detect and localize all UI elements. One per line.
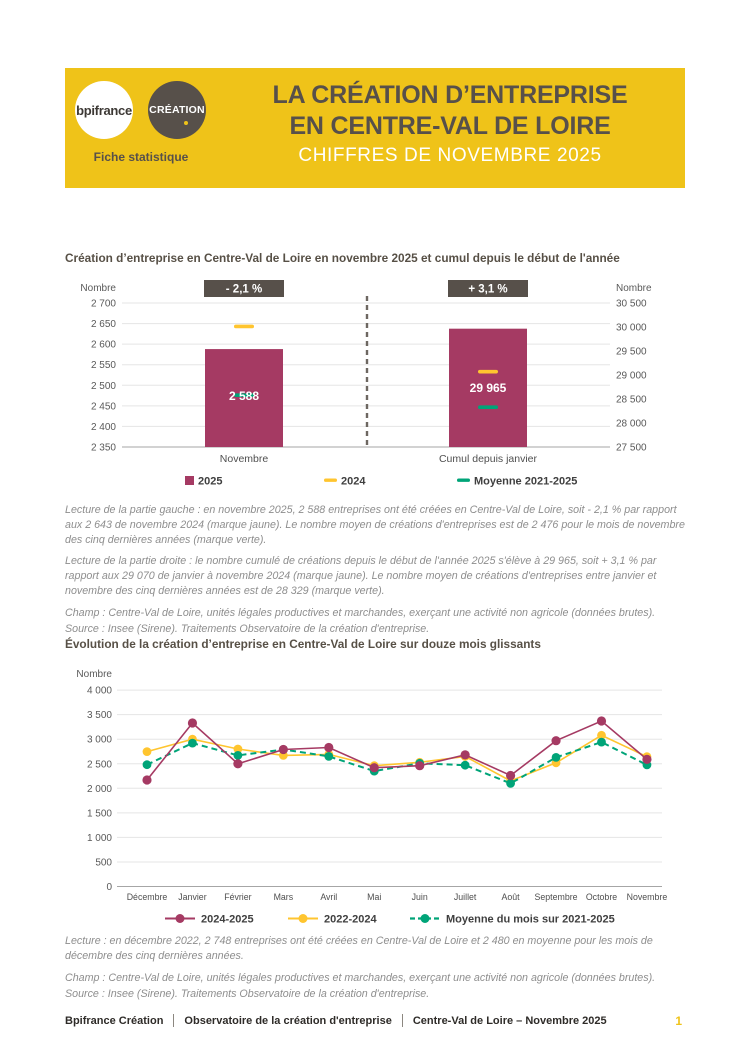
left-axis-tick: 2 400 <box>90 421 116 433</box>
header-subtitle: CHIFFRES DE NOVEMBRE 2025 <box>298 145 602 166</box>
right-axis-tick: 29 000 <box>616 370 647 382</box>
data-point <box>597 738 606 747</box>
legend-swatch-moyenne <box>457 479 470 482</box>
month-label: Septembre <box>534 892 578 902</box>
legend-dot-0 <box>176 914 185 923</box>
mark-2024 <box>478 370 498 374</box>
left-axis-tick: 2 350 <box>90 442 116 454</box>
legend-dot-1 <box>299 914 308 923</box>
bpifrance-logo-text: bpifrance <box>76 102 132 118</box>
note-source: Source : Insee (Sirene). Traitements Observatoire de la création d'entreprise. <box>65 988 430 1001</box>
month-label: Mai <box>367 892 382 902</box>
bpifrance-logo <box>75 81 133 139</box>
right-axis-tick: 29 500 <box>616 346 647 358</box>
legend-dot-2 <box>421 914 430 923</box>
month-label: Décembre <box>126 892 168 902</box>
header-banner <box>65 68 685 188</box>
data-point <box>552 753 561 762</box>
footer-divider <box>402 1014 403 1027</box>
y-axis-title: Nombre <box>76 669 112 680</box>
legend-swatch-2024 <box>324 479 337 482</box>
month-label: Janvier <box>178 892 207 902</box>
data-point <box>279 745 288 754</box>
data-point <box>324 743 333 752</box>
data-point <box>506 771 515 780</box>
section2-notes <box>65 934 687 1009</box>
bar-value-label: 2 588 <box>228 389 260 403</box>
monthly-cumulative-bar-chart <box>65 278 685 493</box>
data-point <box>234 751 243 760</box>
data-point <box>143 760 152 769</box>
page-number: 1 <box>675 1014 682 1028</box>
data-point <box>324 752 333 761</box>
creation-logo <box>148 81 206 139</box>
legend-label-2024: 2024 <box>341 475 366 488</box>
footer-item-region-date: Centre-Val de Loire – Novembre 2025 <box>412 1014 607 1027</box>
month-label: Août <box>501 892 520 902</box>
legend-label-2025: 2025 <box>198 475 223 488</box>
right-axis-title: Nombre <box>616 283 652 294</box>
variation-badge-label: - 2,1 % <box>225 283 263 296</box>
data-point <box>551 736 560 745</box>
creation-logo-dot-icon <box>184 121 188 125</box>
y-axis-tick: 4 000 <box>86 685 112 697</box>
left-axis-title: Nombre <box>80 283 116 294</box>
bar-value-label: 29 965 <box>469 381 507 395</box>
legend-swatch-2025 <box>185 476 194 485</box>
group-label: Cumul depuis janvier <box>438 453 538 465</box>
data-point <box>188 718 197 727</box>
y-axis-tick: 1 000 <box>86 832 112 844</box>
legend-label-0: 2024-2025 <box>201 913 254 926</box>
series-line-1 <box>147 735 647 781</box>
note-source: Source : Insee (Sirene). Traitements Observatoire de la création d'entreprise. <box>65 623 430 636</box>
y-axis-tick: 3 000 <box>86 734 112 746</box>
month-label: Juillet <box>453 892 477 902</box>
legend-label-2: Moyenne du mois sur 2021-2025 <box>446 913 615 926</box>
data-point <box>597 716 606 725</box>
month-label: Février <box>224 892 252 902</box>
data-point <box>143 747 152 756</box>
rolling-twelve-months-line-chart <box>65 665 685 930</box>
header-titles <box>225 80 675 167</box>
data-point <box>506 779 515 788</box>
note-champ: Champ : Centre-Val de Loire, unités légales productives et marchandes, exerçant une activité non agricole (données brutes). <box>65 971 656 984</box>
left-axis-tick: 2 650 <box>90 319 116 331</box>
month-label: Juin <box>411 892 428 902</box>
data-point <box>642 755 651 764</box>
section1-title: Création d’entreprise en Centre-Val de Loire en novembre 2025 et cumul depuis le début de l'année <box>65 251 620 265</box>
series-line-0 <box>147 721 647 780</box>
group-label: Novembre <box>219 453 269 465</box>
note-lecture-droite: Lecture de la partie droite : le nombre cumulé de créations depuis le début de l'année 2025 s'élève à 29 965, soit + 3,1 % par rapport aux 29 070 de janvier à novembre 2024 (marque jaune). Le nombre moyen de créations d'entreprises entre janvier et novembre des cinq dernières années est de 28 329 (marque verte). <box>65 555 657 597</box>
section2-title: Évolution de la création d’entreprise en Centre-Val de Loire sur douze mois glissants <box>65 637 541 651</box>
month-label: Novembre <box>626 892 668 902</box>
data-point <box>461 750 470 759</box>
section1-notes <box>65 503 687 644</box>
right-axis-tick: 28 000 <box>616 418 647 430</box>
data-point <box>233 759 242 768</box>
left-axis-tick: 2 450 <box>90 401 116 413</box>
creation-logo-text: CRÉATION <box>149 104 205 116</box>
y-axis-tick: 500 <box>95 857 112 869</box>
footer-item-observatoire: Observatoire de la création d'entreprise <box>184 1014 392 1027</box>
mark-2024 <box>234 325 254 329</box>
data-point <box>415 761 424 770</box>
right-axis-tick: 27 500 <box>616 442 647 454</box>
footer-item-brand: Bpifrance Création <box>65 1014 164 1027</box>
left-axis-tick: 2 550 <box>90 360 116 372</box>
data-point <box>461 761 470 770</box>
y-axis-tick: 1 500 <box>86 808 112 820</box>
legend-label-1: 2022-2024 <box>324 913 377 926</box>
note-lecture: Lecture : en décembre 2022, 2 748 entreprises ont été créées en Centre-Val de Loire et 2 480 en moyenne pour les mois de décembre des cinq dernières années. <box>65 935 653 962</box>
left-axis-tick: 2 700 <box>90 298 116 310</box>
main-title-line2: EN CENTRE-VAL DE LOIRE <box>289 112 611 140</box>
data-point <box>142 775 151 784</box>
variation-badge-label: + 3,1 % <box>468 283 508 296</box>
right-axis-tick: 30 000 <box>616 322 647 334</box>
series-line-2 <box>147 742 647 783</box>
month-label: Mars <box>273 892 294 902</box>
data-point <box>370 763 379 772</box>
footer-divider <box>173 1014 174 1027</box>
left-axis-tick: 2 600 <box>90 339 116 351</box>
right-axis-tick: 30 500 <box>616 298 647 310</box>
y-axis-tick: 2 500 <box>86 759 112 771</box>
y-axis-tick: 3 500 <box>86 710 112 722</box>
right-axis-tick: 28 500 <box>616 394 647 406</box>
legend-label-moyenne: Moyenne 2021-2025 <box>474 475 578 488</box>
note-lecture-gauche: Lecture de la partie gauche : en novembre 2025, 2 588 entreprises ont été créées en Centre-Val de Loire, soit - 2,1 % par rapport aux 2 643 de novembre 2024 (marque jaune). Le nombre moyen de créations d'entreprises est de 2 476 pour le mois de novembre des cinq dernières années (marque verte). <box>65 504 685 546</box>
footer <box>65 1014 685 1027</box>
y-axis-tick: 2 000 <box>86 783 112 795</box>
month-label: Octobre <box>585 892 618 902</box>
y-axis-tick: 0 <box>106 882 112 893</box>
data-point <box>188 739 197 748</box>
left-axis-tick: 2 500 <box>90 380 116 392</box>
month-label: Avril <box>320 892 338 902</box>
moyenne-mark <box>478 405 498 409</box>
note-champ: Champ : Centre-Val de Loire, unités légales productives et marchandes, exerçant une activité non agricole (données brutes). <box>65 606 656 619</box>
main-title-line1: LA CRÉATION D’ENTREPRISE <box>272 81 628 109</box>
header-tagline: Fiche statistique <box>93 150 189 164</box>
